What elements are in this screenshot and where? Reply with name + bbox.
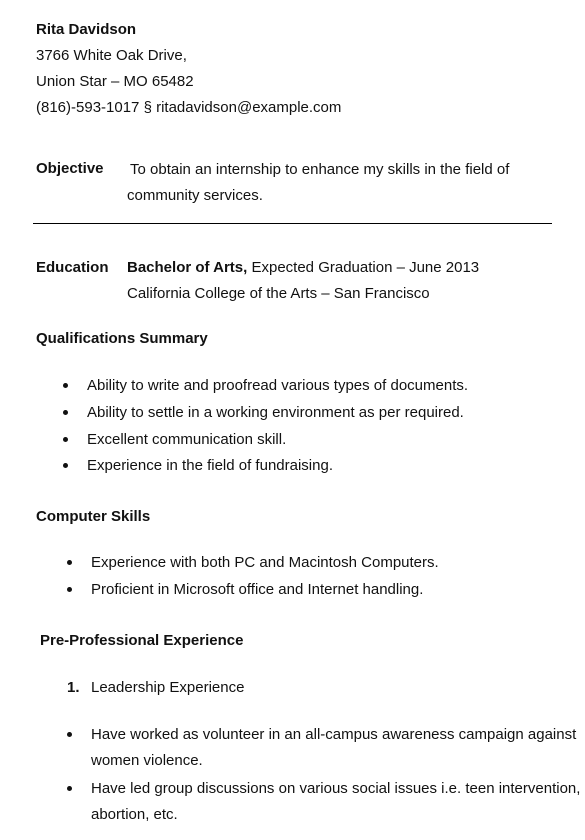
bullet-icon <box>67 587 72 592</box>
computer-skills-heading: Computer Skills <box>36 508 151 525</box>
bullet-icon <box>67 786 72 791</box>
experience-item-line-2: abortion, etc. <box>91 806 178 823</box>
experience-heading: Pre-Professional Experience <box>40 632 244 649</box>
bullet-icon <box>63 437 68 442</box>
bullet-icon <box>67 560 72 565</box>
numbered-list-marker: 1. <box>67 679 80 696</box>
bullet-icon <box>63 410 68 415</box>
education-school: California College of the Arts – San Francisco <box>127 285 430 302</box>
objective-text-line-2: community services. <box>127 187 263 204</box>
bullet-icon <box>63 383 68 388</box>
qualification-item: Ability to write and proofread various types of documents. <box>87 377 469 394</box>
qualification-item: Experience in the field of fundraising. <box>87 457 333 474</box>
bullet-icon <box>67 732 72 737</box>
degree-title: Bachelor of Arts, <box>127 259 248 276</box>
qualification-item: Excellent communication skill. <box>87 431 287 448</box>
computer-skill-item: Experience with both PC and Macintosh Computers. <box>91 554 439 571</box>
expected-graduation: Expected Graduation – June 2013 <box>247 259 480 276</box>
section-divider <box>33 223 552 224</box>
computer-skill-item: Proficient in Microsoft office and Internet handling. <box>91 581 424 598</box>
experience-item-line-2: women violence. <box>91 752 203 769</box>
address-city: Union Star – MO 65482 <box>36 73 194 90</box>
address-street: 3766 White Oak Drive, <box>36 47 187 64</box>
qualification-item: Ability to settle in a working environment as per required. <box>87 404 464 421</box>
objective-heading: Objective <box>36 160 104 177</box>
contact-line: (816)-593-1017 § ritadavidson@example.com <box>36 99 342 116</box>
objective-text-line-1: To obtain an internship to enhance my skills in the field of <box>130 161 510 178</box>
education-degree-line <box>127 259 479 277</box>
experience-item-line-1: Have worked as volunteer in an all-campus awareness campaign against <box>91 726 577 743</box>
qualifications-heading: Qualifications Summary <box>36 330 208 347</box>
experience-item-line-1: Have led group discussions on various social issues i.e. teen intervention, <box>91 780 581 797</box>
education-heading: Education <box>36 259 109 276</box>
resume-name: Rita Davidson <box>36 21 137 38</box>
bullet-icon <box>63 463 68 468</box>
experience-subheading: Leadership Experience <box>91 679 245 696</box>
